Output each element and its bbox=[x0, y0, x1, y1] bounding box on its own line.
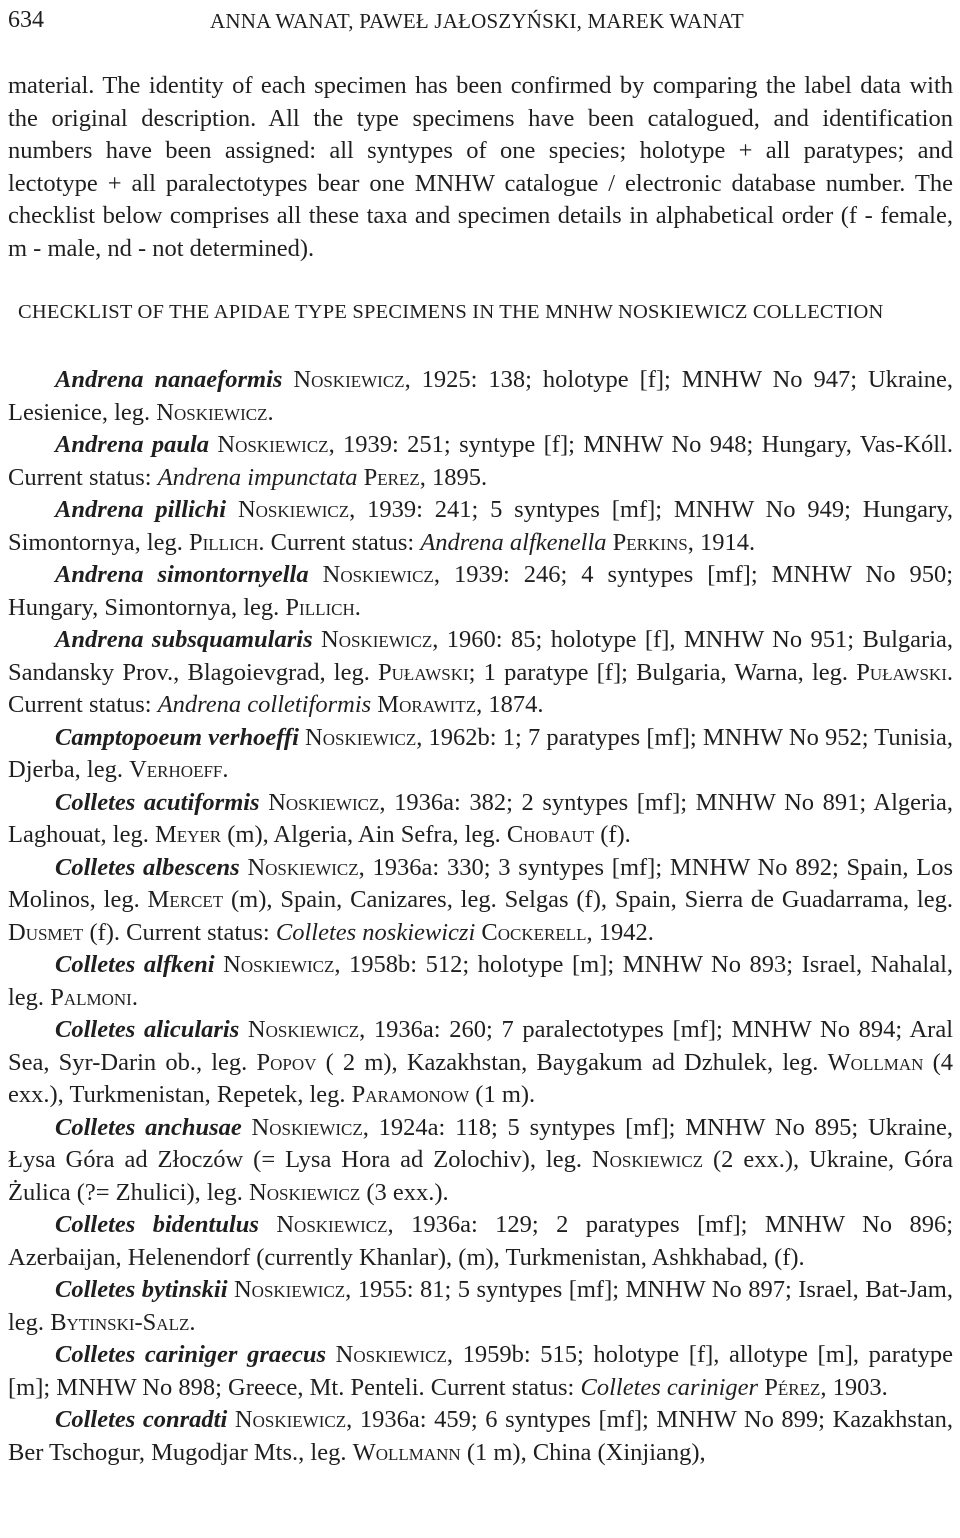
author-name: Puławski bbox=[856, 658, 947, 686]
checklist-entry bbox=[8, 722, 953, 787]
author-name: Mercet bbox=[147, 886, 224, 913]
entry-text: , 1955: 81; 5 syntypes [mf]; MNHW No 897; Israel, Bat-Jam, leg. bbox=[8, 1276, 953, 1336]
author-name: Noskiewicz bbox=[247, 853, 359, 881]
author-name: Noskiewicz bbox=[335, 1341, 447, 1368]
author-name: Noskiewicz bbox=[276, 1211, 388, 1238]
author-name: Paramonow bbox=[351, 1081, 470, 1108]
author-name: Perez bbox=[363, 463, 420, 491]
entry-text: , 1914. bbox=[687, 528, 756, 556]
author-name: Noskiewicz bbox=[156, 398, 268, 426]
entry-text: , 1958b: 512; holotype [m]; MNHW No 893; Israel, Nahalal, leg. bbox=[8, 951, 953, 1011]
entry-text bbox=[259, 1211, 276, 1238]
entry-text bbox=[226, 496, 238, 523]
entry-text: (1 m). bbox=[469, 1081, 536, 1108]
checklist-entry bbox=[8, 1339, 953, 1404]
author-name: Pérez bbox=[764, 1373, 821, 1401]
species-name: Colletes bidentulus bbox=[55, 1211, 259, 1238]
author-name: Chobaut bbox=[506, 821, 595, 848]
entry-text bbox=[242, 1114, 252, 1141]
author-name: Puławski bbox=[378, 658, 469, 686]
species-name: Colletes bytinskii bbox=[55, 1276, 228, 1303]
species-name: Colletes anchusae bbox=[55, 1113, 242, 1141]
checklist-entry bbox=[8, 1209, 953, 1274]
species-name: Colletes acutiformis bbox=[55, 788, 260, 816]
entry-text: , 1936a: 330; 3 syntypes [mf]; MNHW No 892; Spain, Los Molinos, leg. bbox=[8, 853, 953, 913]
author-name: Noskiewicz bbox=[268, 788, 380, 816]
checklist-entry bbox=[8, 1112, 953, 1210]
entry-text bbox=[326, 1341, 336, 1368]
entry-text: (m), Algeria, Ain Sefra, leg. bbox=[221, 821, 507, 848]
author-name: Popov bbox=[256, 1048, 317, 1076]
entry-text bbox=[313, 626, 321, 653]
entry-text: . Current status: bbox=[258, 528, 421, 556]
entry-text: ( 2 m), Kazakhstan, Baygakum ad Dzhulek, leg. bbox=[316, 1048, 828, 1076]
entry-text: , 1939: 241; 5 syntypes [mf]; MNHW No 949; Hungary, Simontornya, leg. bbox=[8, 496, 953, 556]
checklist-entry bbox=[8, 429, 953, 494]
author-name: Noskiewicz bbox=[293, 366, 405, 393]
author-name: Noskiewicz bbox=[322, 561, 434, 588]
entry-text: , 1895. bbox=[419, 463, 488, 491]
species-name: Andrena nanaeformis bbox=[55, 366, 283, 393]
entry-text: . Current status: bbox=[8, 658, 953, 718]
species-name: Andrena paula bbox=[55, 431, 210, 458]
author-name: Noskiewicz bbox=[233, 1276, 346, 1303]
entry-text: (2 exx.), Ukraine, Góra Żulica (?= Zhulici), leg. bbox=[8, 1146, 953, 1206]
author-name: Noskiewicz bbox=[249, 1178, 361, 1206]
entry-text: ; 1 paratype [f]; Bulgaria, Warna, leg. bbox=[468, 658, 857, 686]
author-name: Morawitz bbox=[377, 691, 477, 718]
current-name: Colletes cariniger bbox=[580, 1373, 759, 1401]
checklist-entry bbox=[8, 364, 953, 429]
checklist-entry bbox=[8, 1014, 953, 1112]
entry-text: (1 m), China (Xinjiang), bbox=[460, 1438, 706, 1466]
species-name: Andrena subsquamularis bbox=[55, 626, 313, 653]
species-name: Andrena simontornyella bbox=[55, 561, 309, 588]
author-name: Wollmann bbox=[352, 1438, 461, 1466]
entry-text: (f). Current status: bbox=[83, 918, 276, 946]
current-name: Andrena colletiformis bbox=[157, 691, 372, 718]
entry-text: (4 exx.), Turkmenistan, Repetek, leg. bbox=[8, 1048, 953, 1108]
entry-text: , 1959b: 515; holotype [f], allotype [m], paratype [m]; MNHW No 898; Greece, Mt. Penteli. Current status: bbox=[8, 1341, 953, 1401]
checklist-entry bbox=[8, 1404, 953, 1469]
author-name: Noskiewicz bbox=[234, 1406, 347, 1433]
author-name: Noskiewicz bbox=[321, 626, 433, 653]
author-name: Noskiewicz bbox=[305, 723, 417, 751]
entry-text bbox=[239, 1016, 248, 1043]
checklist-entry bbox=[8, 949, 953, 1014]
entry-text: , 1960: 85; holotype [f], MNHW No 951; Bulgaria, Sandansky Prov., Blagoievgrad, leg. bbox=[8, 626, 953, 686]
entry-text bbox=[215, 951, 224, 978]
species-name: Andrena pillichi bbox=[55, 496, 227, 523]
entry-text: , 1939: 251; syntype [f]; MNHW No 948; Hungary, Vas-Kóll. Current status: bbox=[8, 431, 954, 491]
species-name: Colletes alfkeni bbox=[55, 951, 215, 978]
entry-text bbox=[309, 561, 323, 588]
section-heading: CHECKLIST OF THE APIDAE TYPE SPECIMENS IN THE MNHW NOSKIEWICZ COLLECTION bbox=[18, 301, 884, 323]
running-head-authors: ANNA WANAT, PAWEŁ JAŁOSZYŃSKI, MAREK WANAT bbox=[210, 9, 744, 33]
checklist-entry bbox=[8, 494, 953, 559]
entry-text: . bbox=[267, 398, 274, 426]
author-name: Verhoeff bbox=[129, 756, 223, 783]
author-name: Noskiewicz bbox=[591, 1146, 704, 1173]
entry-text bbox=[227, 1406, 235, 1433]
author-name: Dusmet bbox=[8, 918, 84, 946]
current-name: Andrena alfkenella bbox=[420, 528, 607, 556]
checklist-entry bbox=[8, 852, 953, 950]
entry-text: , 1962b: 1; 7 paratypes [mf]; MNHW No 952; Tunisia, Djerba, leg. bbox=[8, 723, 953, 783]
author-name: Noskiewicz bbox=[217, 431, 329, 458]
entry-text: . bbox=[189, 1308, 196, 1336]
entry-text: (f). bbox=[594, 821, 631, 848]
entry-text: , 1925: 138; holotype [f]; MNHW No 947; Ukraine, Lesienice, leg. bbox=[8, 366, 954, 426]
checklist-entries bbox=[8, 364, 953, 1469]
intro-paragraph: material. The identity of each specimen has been confirmed by comparing the label data with the original description. All the type specimens have been catalogued, and identification numbers have been assigned: all syntypes of one species; holotype + all paratypes; and lectotype + all paralectotypes bear one MNHW catalogue / electronic database number. The checklist below comprises all these taxa and specimen details in alphabetical order (f - female, m - male, nd - not determined). bbox=[8, 72, 953, 262]
author-name: Noskiewicz bbox=[251, 1113, 363, 1141]
entry-text: (m), Spain, Canizares, leg. Selgas (f), Spain, Sierra de Guadarrama, leg. bbox=[223, 886, 953, 913]
species-name: Colletes alicularis bbox=[55, 1016, 240, 1043]
author-name: Wollman bbox=[827, 1048, 924, 1076]
current-name: Andrena impunctata bbox=[157, 463, 358, 491]
author-name: Cockerell bbox=[481, 918, 587, 946]
entry-text: , 1936a: 129; 2 paratypes [mf]; MNHW No 896; Azerbaijan, Helenendorf (currently Khanlar), (m), Turkmenistan, Ashkhabad, (f). bbox=[8, 1211, 953, 1271]
checklist-entry bbox=[8, 787, 953, 852]
entry-text: , 1939: 246; 4 syntypes [mf]; MNHW No 950; Hungary, Simontornya, leg. bbox=[8, 561, 954, 621]
current-name: Colletes noskiewiczi bbox=[275, 918, 476, 946]
entry-text: , 1936a: 459; 6 syntypes [mf]; MNHW No 899; Kazakhstan, Ber Tschogur, Mugodjar Mts., leg. bbox=[8, 1406, 953, 1466]
entry-text: (3 exx.). bbox=[360, 1178, 449, 1206]
page-number: 634 bbox=[8, 7, 44, 33]
entry-text: , 1942. bbox=[586, 918, 654, 946]
species-name: Colletes conradti bbox=[55, 1406, 228, 1433]
author-name: Pillich bbox=[189, 528, 259, 556]
entry-text: , 1903. bbox=[820, 1373, 888, 1401]
entry-text: . bbox=[131, 983, 138, 1011]
entry-text: , 1936a: 382; 2 syntypes [mf]; MNHW No 891; Algeria, Laghouat, leg. bbox=[8, 788, 953, 848]
entry-text: , 1924a: 118; 5 syntypes [mf]; MNHW No 895; Ukraine, Łysa Góra ad Złoczów (= Lysa Hora ad Zolochiv), leg. bbox=[8, 1113, 953, 1173]
author-name: Noskiewicz bbox=[247, 1016, 360, 1043]
author-name: Noskiewicz bbox=[237, 496, 350, 523]
entry-text: , 1874. bbox=[476, 691, 544, 718]
entry-text: . bbox=[222, 756, 229, 783]
author-name: Bytinski-Salz bbox=[50, 1308, 190, 1336]
checklist-entry bbox=[8, 624, 953, 722]
checklist-entry bbox=[8, 559, 953, 624]
author-name: Pillich bbox=[285, 593, 355, 621]
author-name: Noskiewicz bbox=[223, 951, 335, 978]
species-name: Camptopoeum verhoeffi bbox=[55, 723, 299, 751]
entry-text: . bbox=[354, 593, 361, 621]
checklist-entry bbox=[8, 1274, 953, 1339]
species-name: Colletes cariniger graecus bbox=[55, 1341, 327, 1368]
author-name: Meyer bbox=[154, 821, 222, 848]
entry-text bbox=[282, 366, 293, 393]
running-head bbox=[8, 4, 953, 36]
entry-text: , 1936a: 260; 7 paralectotypes [mf]; MNHW No 894; Aral Sea, Syr-Darin ob., leg. bbox=[8, 1016, 953, 1076]
author-name: Perkins bbox=[612, 528, 688, 556]
entry-text bbox=[260, 789, 269, 816]
species-name: Colletes albescens bbox=[55, 853, 240, 881]
author-name: Palmoni bbox=[50, 983, 132, 1011]
